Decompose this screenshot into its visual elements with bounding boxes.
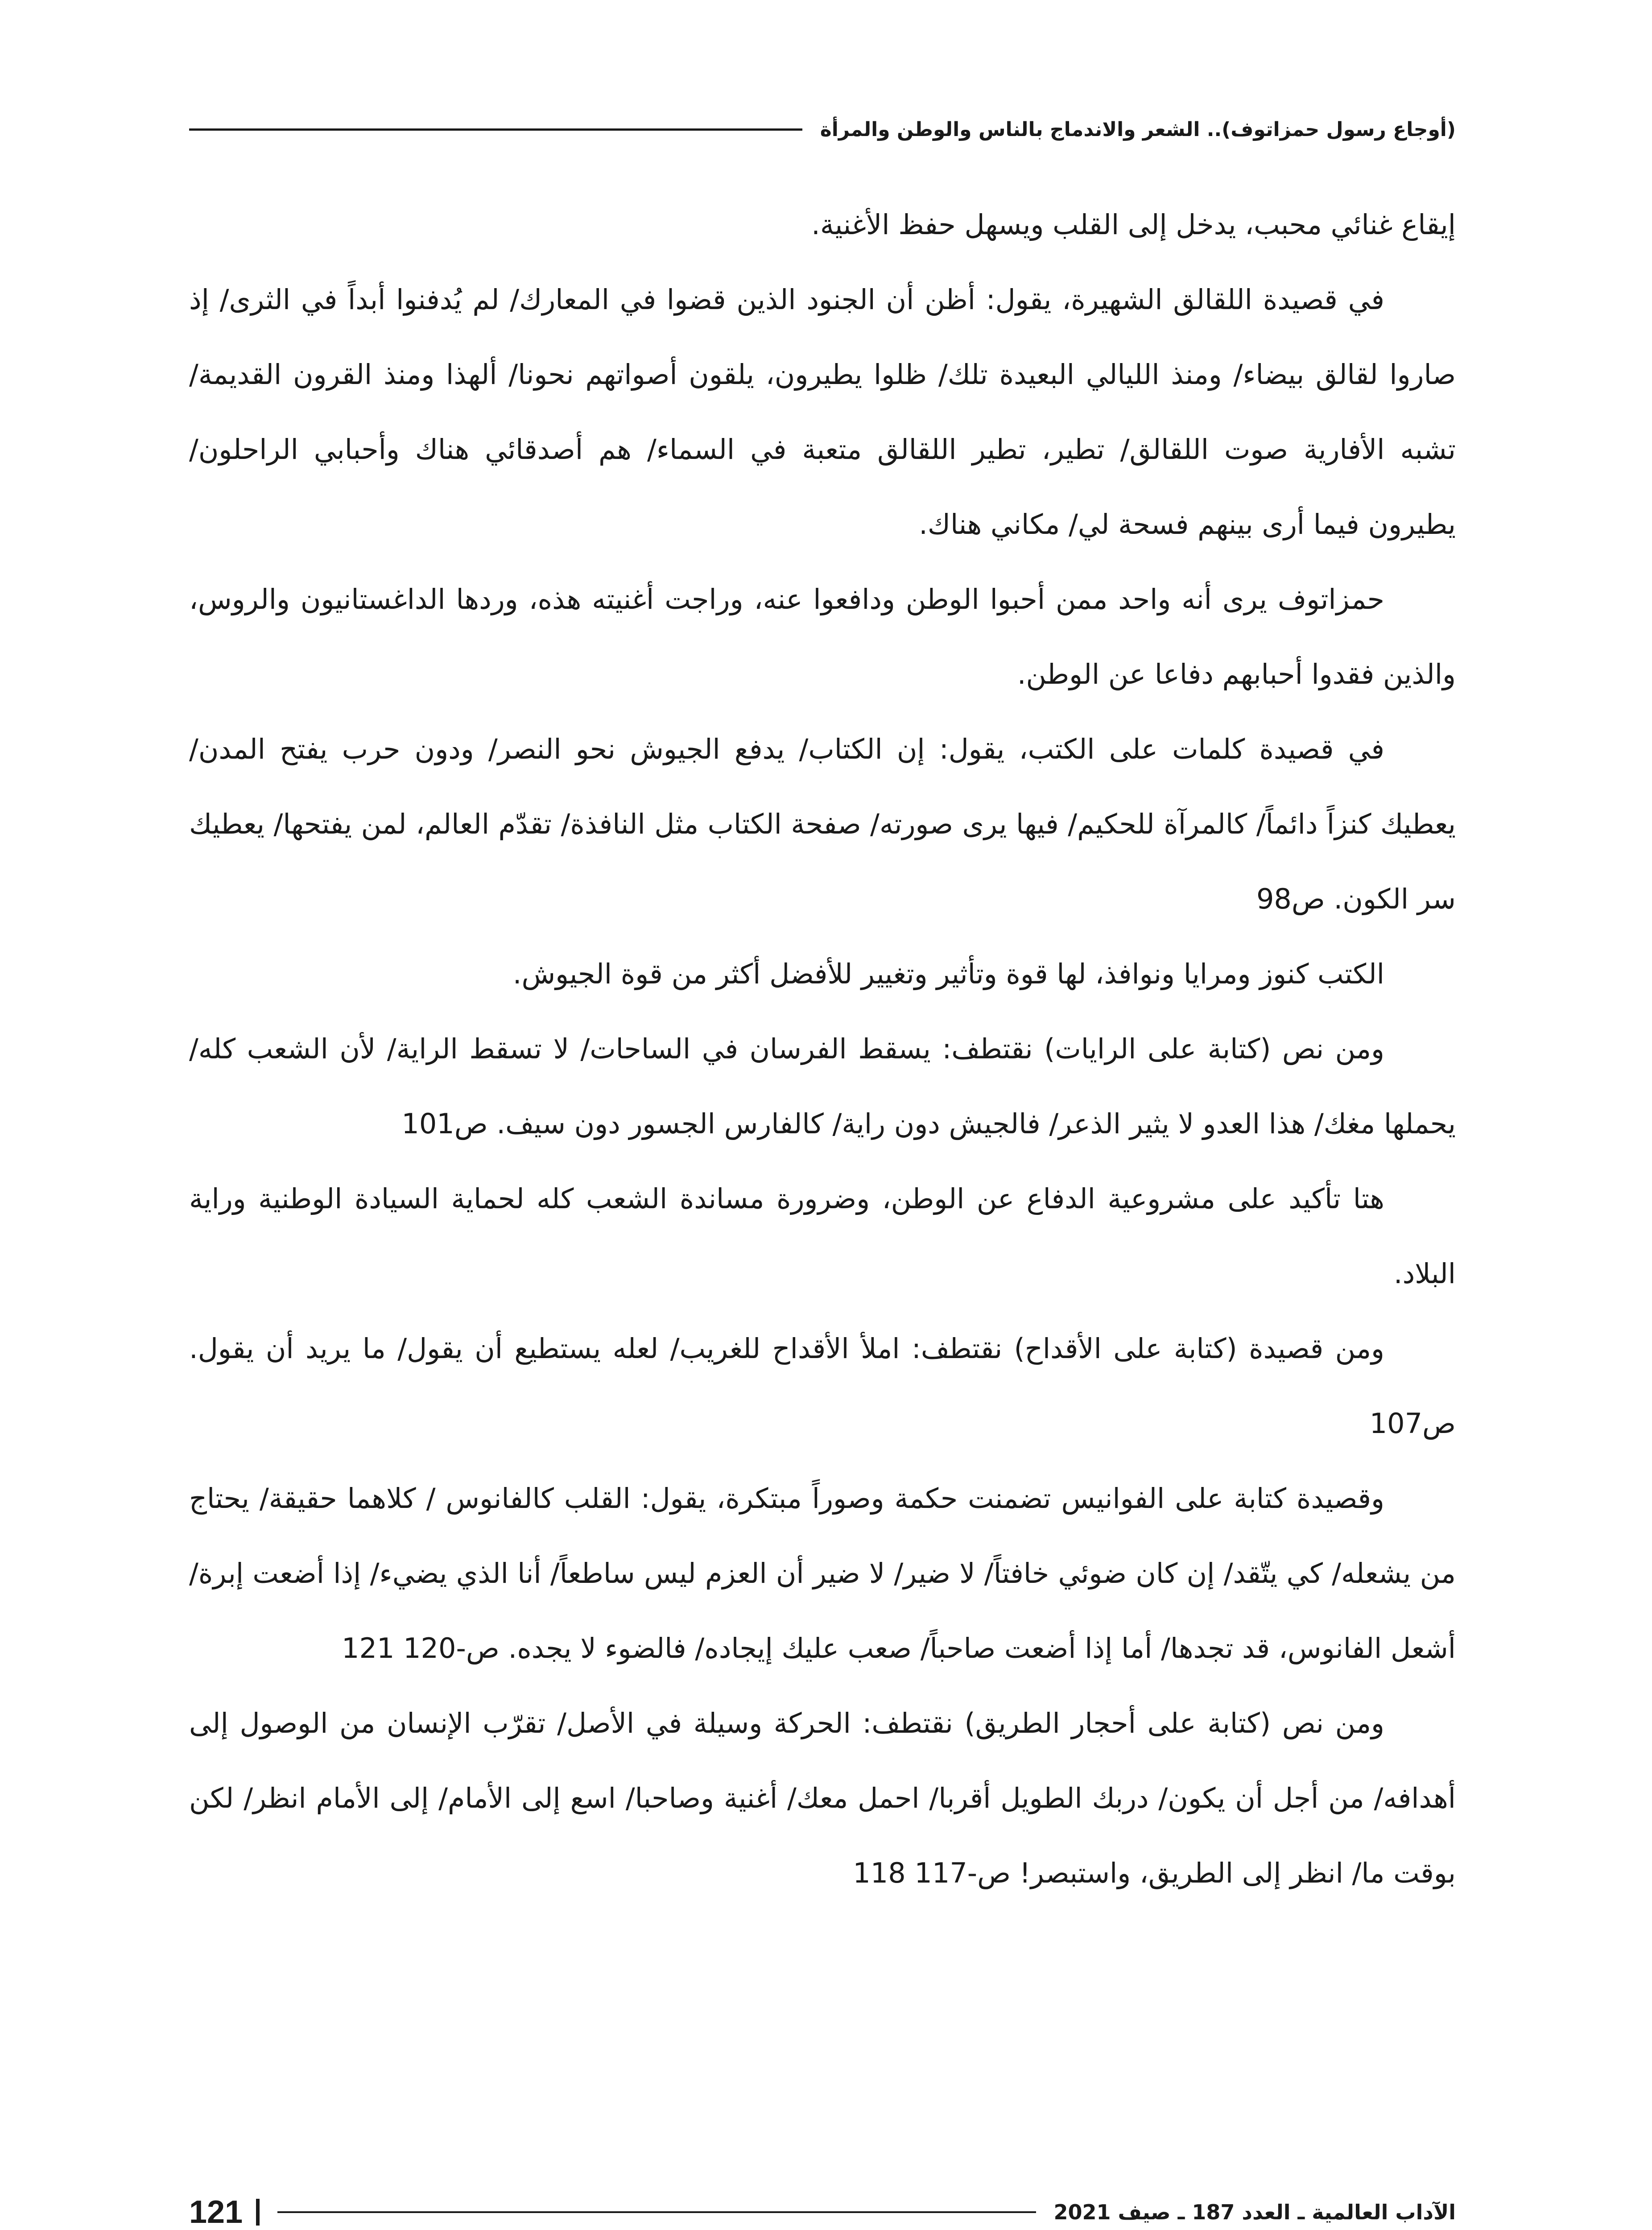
paragraph: ومن نص (كتابة على أحجار الطريق) نقتطف: الحركة وسيلة في الأصل/ تقرّب الإنسان من الوصول إلى أهدافه/ من أجل أن يكون/ دربك الطويل أقربا/ احمل معك/ أغنية وصاحبا/ اسع إلى الأمام/ إلى الأمام انظر/ لكن بوقت ما/ انظر إلى الطريق، واستبصر! ص-117 118: [189, 1707, 1456, 1889]
paragraph: وقصيدة كتابة على الفوانيس تضمنت حكمة وصوراً مبتكرة، يقول: القلب كالفانوس / كلاهما حقيقة/ يحتاج من يشعله/ كي يتّقد/ إن كان ضوئي خافتاً/ لا ضير/ لا ضير أن العزم ليس ساطعاً/ أنا الذي يضيء/ إذا أضعت إبرة/ أشعل الفانوس، قد تجدها/ أما إذا أضعت صاحباً/ صعب عليك إيجاده/ فالضوء لا يجده. ص-120 121: [189, 1482, 1456, 1664]
running-header-title: (أوجاع رسول حمزاتوف).. الشعر والاندماج بالناس والوطن والمرأة: [820, 118, 1456, 141]
page-number: 121: [189, 2194, 243, 2230]
paragraph: هتا تأكيد على مشروعية الدفاع عن الوطن، وضرورة مساندة الشعب كله لحماية السيادة الوطنية وراية البلاد.: [189, 1182, 1456, 1290]
paragraph: في قصيدة كلمات على الكتب، يقول: إن الكتاب/ يدفع الجيوش نحو النصر/ ودون حرب يفتح المدن/ يعطيك كنزاً دائماً/ كالمرآة للحكيم/ فيها يرى صورته/ صفحة الكتاب مثل النافذة/ تقدّم العالم، لمن يفتحها/ يعطيك سر الكون. ص98: [189, 733, 1456, 915]
journal-reference: الآداب العالمية ـ العدد 187 ـ صيف 2021: [1053, 2200, 1456, 2224]
page-footer: [189, 2194, 1456, 2230]
article-body: [189, 187, 1456, 1911]
paragraph: حمزاتوف يرى أنه واحد ممن أحبوا الوطن ودافعوا عنه، وراجت أغنيته هذه، وردها الداغستانيون والروس، والذين فقدوا أحبابهم دفاعا عن الوطن.: [189, 583, 1456, 690]
header-rule: [189, 128, 802, 131]
running-header: [189, 114, 1456, 145]
paragraph: ومن قصيدة (كتابة على الأقداح) نقتطف: املأ الأقداح للغريب/ لعله يستطيع أن يقول/ ما يريد أن يقول. ص107: [189, 1332, 1456, 1440]
paragraph: في قصيدة اللقالق الشهيرة، يقول: أظن أن الجنود الذين قضوا في المعارك/ لم يُدفنوا أبداً في الثرى/ إذ صاروا لقالق بيضاء/ ومنذ الليالي البعيدة تلك/ ظلوا يطيرون، يلقون أصواتهم نحونا/ ألهذا ومنذ القرون القديمة/ تشبه الأفارية صوت اللقالق/ تطير، تطير اللقالق متعبة في السماء/ هم أصدقائي هناك وأحبابي الراحلون/ يطيرون فيما أرى بينهم فسحة لي/ مكاني هناك.: [189, 283, 1456, 541]
paragraph: إيقاع غنائي محبب، يدخل إلى القلب ويسهل حفظ الأغنية.: [811, 208, 1456, 241]
paragraph: الكتب كنوز ومرايا ونوافذ، لها قوة وتأثير وتغيير للأفضل أكثر من قوة الجيوش.: [512, 958, 1384, 990]
page-number-separator: [256, 2199, 260, 2226]
footer-rule: [277, 2211, 1036, 2213]
paragraph: ومن نص (كتابة على الرايات) نقتطف: يسقط الفرسان في الساحات/ لا تسقط الراية/ لأن الشعب كله/ يحملها مغك/ هذا العدو لا يثير الذعر/ فالجيش دون راية/ كالفارس الجسور دون سيف. ص101: [189, 1032, 1456, 1140]
